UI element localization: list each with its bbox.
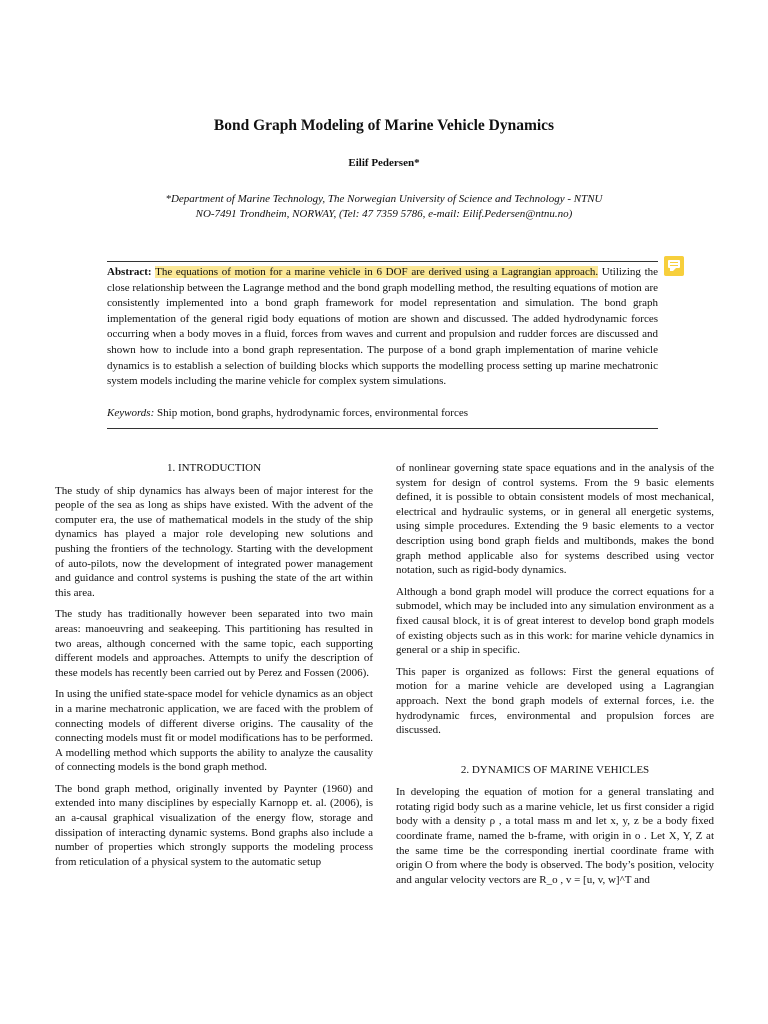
- abstract-text: Utilizing the close relationship between the Lagrange method and the bond graph modelling method, the resulting equations of motion are consistently implemented into a bond graph framework for model representation and simulation. The bond graph implementation of the general rigid body equations of motion are shown and discussed. The added hydrodynamic forces occurring when a body moves in a fluid, forces from waves and current and propulsion and rudder forces are discussed and shown how to include into a bond graph representation. The purpose of a bond graph implementation of marine vehicle dynamics is to establish a selection of building blocks which supports the modelling process setting up marine mechatronic system models including the marine vehicle for complex system simulations.: [107, 266, 659, 388]
- left-column: [55, 461, 373, 876]
- affiliation-line-1: *Department of Marine Technology, The Norwegian University of Science and Technology - NTNU: [165, 193, 603, 205]
- paragraph: of nonlinear governing state space equations and in the analysis of the system for design of control systems. From the 9 basic elements defined, it is possible to obtain consistent models of most mechanical, electrical and hydraulic systems, or in general all energetic systems, using simple procedures. Extending the 9 basic elements to a vector description using bond graph fields and multibonds, makes the bond graph method applicable also for systems described using vector notation, such as rigid-body dynamics.: [396, 462, 714, 577]
- affiliation: [0, 192, 768, 222]
- paragraph: The study has traditionally however been separated into two main areas: manoeuvring and seakeeping. This partitioning has resulted in two areas, although concerned with the same topic, each supporting different models and approaches. Attempts to unify the description of these models has recently been carried out by Perez and Fossen (2006).: [55, 608, 373, 679]
- section-heading-dynamics: 2. DYNAMICS OF MARINE VEHICLES: [460, 763, 650, 776]
- abstract: [107, 265, 658, 390]
- paragraph: In developing the equation of motion for a general translating and rotating rigid body such as a marine vehicle, let us first consider a rigid body with a density ρ , a total mass m and let x, y, z be a body fixed coordinate frame, named the b-frame, with origin in o . Let X, Y, Z at the same time be the corresponding inertial coordinate frame with origin O from where the body is observed. The body’s position, velocity and angular velocity vectors are R_o , v = [u, v, w]^T and: [396, 786, 714, 886]
- paragraph: This paper is organized as follows: First the general equations of motion for a marine vehicle are developed using a Lagrangian approach. Next the bond graph models of external forces, i.e. the hydrodynamic fırces, environmental and propulsion forces are discussed.: [396, 665, 714, 737]
- comment-note-icon[interactable]: [664, 256, 684, 276]
- right-column: [396, 461, 714, 894]
- keywords: [107, 407, 658, 419]
- paragraph: Although a bond graph model will produce the correct equations for a submodel, which may be included into any simulation environment as a fixed causal block, it is of great interest to develop bond graph models of existing objects such as in this work: for marine vehicle dynamics in general or a ship in specific.: [396, 585, 714, 657]
- affiliation-line-2: NO-7491 Trondheim, NORWAY, (Tel: 47 7359 5786, e-mail: Eilif.Pedersen@ntnu.no): [195, 208, 573, 220]
- author-name: Eilif Pedersen*: [348, 157, 420, 169]
- abstract-highlighted-text[interactable]: The equations of motion for a marine vehicle in 6 DOF are derived using a Lagrangian approach.: [155, 266, 599, 278]
- paper-title: Bond Graph Modeling of Marine Vehicle Dynamics: [213, 117, 555, 134]
- keywords-label: Keywords:: [107, 407, 155, 419]
- paragraph: In using the unified state-space model for vehicle dynamics as an object in a marine mechatronic application, we are faced with the problem of connecting models of different diverse origins. The causality of the connecting models must fit or model modifications has to be performed. A modelling method which supports the ability to analyze the causality of connecting models is the bond graph method.: [55, 688, 374, 774]
- section-heading-introduction: 1. INTRODUCTION: [166, 462, 262, 474]
- abstract-label: Abstract:: [107, 266, 152, 278]
- abstract-bottom-rule: [107, 428, 658, 429]
- keywords-text: Ship motion, bond graphs, hydrodynamic forces, environmental forces: [157, 407, 469, 419]
- abstract-top-rule: [107, 261, 658, 262]
- paragraph: The bond graph method, originally invented by Paynter (1960) and extended into many disciplines by especially Karnopp et. al. (2006), is an a-causal graphical visualization of the energy flow, storage and dissipation of interacting dynamic systems. Bond graphs also include a number of properties which strongly supports the modeling process from reticulation of a physical system to the automatic setup: [55, 782, 373, 868]
- paragraph: The study of ship dynamics has always been of major interest for the people of the sea as long as ships have existed. With the advent of the computer era, the use of mathematical models in the study of the ship dynamics has played a major role developing new solutions and pushing the frontiers of the technology. Starting with the development of auto-pilots, now the development of integrated power management and guidance and control systems is pushing the state of the art within this area.: [55, 484, 373, 599]
